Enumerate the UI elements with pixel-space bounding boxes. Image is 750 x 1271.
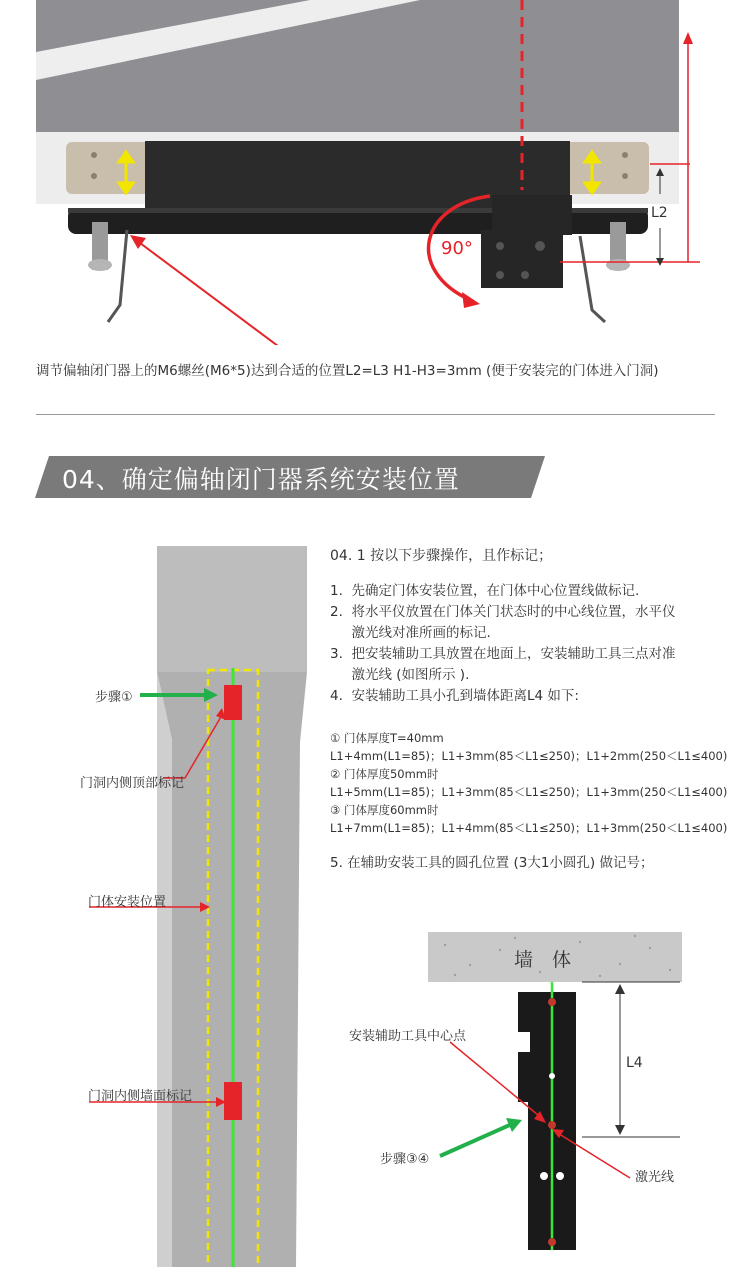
thickness-details (330, 729, 740, 837)
tool-diagram (330, 920, 750, 1267)
step5-text: 5. 在辅助安装工具的圆孔位置 (3大1小圆孔) 做记号； (330, 855, 654, 871)
closer-diagram (0, 0, 750, 345)
detail-line: L1+5mm(L1=85)；L1+3mm(85＜L1≤250)；L1+3mm(250＜L1≤400) (330, 785, 728, 799)
section-title: 04、确定偏轴闭门器系统安装位置 (62, 465, 460, 494)
detail-line: L1+4mm(L1=85)；L1+3mm(85＜L1≤250)；L1+2mm(250＜L1≤400) (330, 749, 728, 763)
step-item: 1. 先确定门体安装位置，在门体中心位置线做标记. (330, 583, 640, 599)
rotated-arm (481, 230, 563, 288)
wall-marker (224, 1082, 242, 1120)
instructions-heading: 04. 1 按以下步骤操作，且作标记； (330, 548, 553, 564)
top-caption: 调节偏轴闭门器上的M6螺丝(M6*5)达到合适的位置L2=L3 H1-H3=3mm (便于安装完的门体进入门洞) (36, 363, 659, 379)
closer-illustration (0, 0, 750, 345)
top-mark-label: 门洞内侧顶部标记 (80, 776, 185, 791)
door-panel (36, 0, 679, 132)
step-item: 激光线对准所画的标记. (330, 625, 491, 641)
tool-center-label: 安装辅助工具中心点 (349, 1029, 467, 1044)
left-bracket (66, 142, 150, 194)
top-marker (224, 685, 242, 720)
right-bracket (565, 142, 649, 194)
step-item: 3. 把安装辅助工具放置在地面上，安装辅助工具三点对准 (330, 646, 676, 662)
step34-label: 步骤③④ (380, 1152, 430, 1167)
pointer-arrow (136, 240, 286, 345)
door-position-label: 门体安装位置 (88, 895, 167, 910)
detail-line: ③ 门体厚度60mm时 (330, 803, 439, 817)
detail-line: L1+7mm(L1=85)；L1+4mm(85＜L1≤250)；L1+3mm(250＜L1≤400) (330, 821, 728, 835)
install-tool (518, 992, 576, 1250)
step-item: 4. 安装辅助工具小孔到墙体距离L4 如下: (330, 688, 579, 704)
step-item: 2. 将水平仪放置在门体关门状态时的中心线位置，水平仪 (330, 604, 676, 620)
steps-list (330, 581, 730, 707)
detail-line: ② 门体厚度50mm时 (330, 767, 439, 781)
step-item: 激光线 (如图所示 ). (330, 667, 470, 683)
divider (36, 414, 715, 415)
wall-mark-label: 门洞内侧墙面标记 (88, 1089, 193, 1104)
l2-label: L2 (651, 205, 668, 221)
detail-line: ① 门体厚度T=40mm (330, 731, 444, 745)
laser-label: 激光线 (635, 1170, 675, 1185)
angle-label: 90° (441, 238, 473, 259)
step1-label: 步骤① (95, 690, 133, 705)
l4-label: L4 (626, 1055, 643, 1071)
wall-label: 墙 体 (514, 949, 572, 971)
